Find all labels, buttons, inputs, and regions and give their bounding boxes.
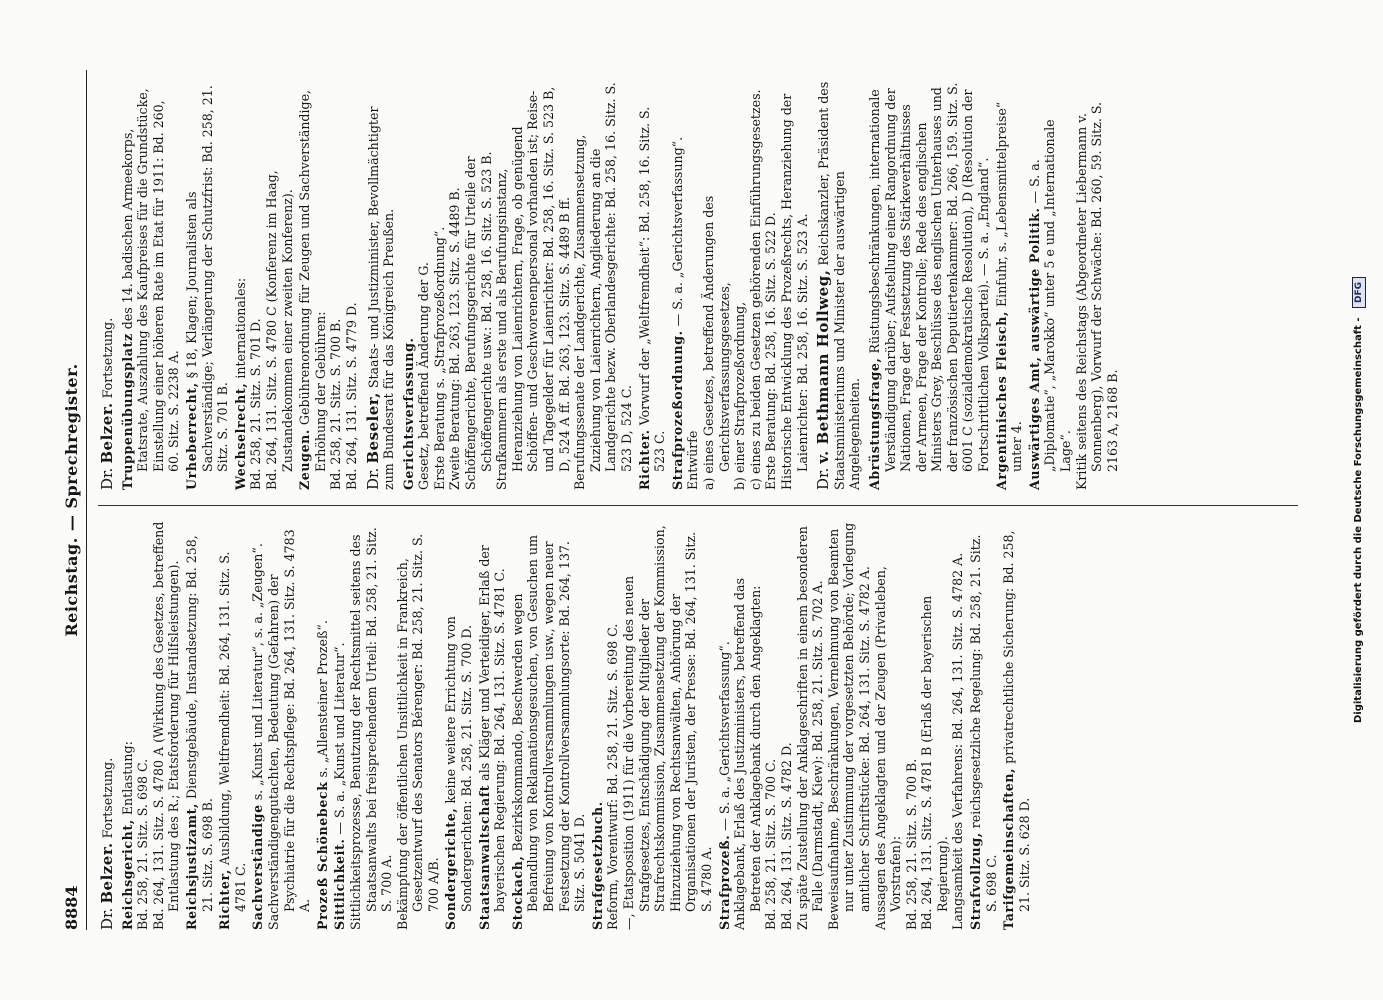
speaker-heading-belzer [100, 520, 116, 930]
entry-reference: Bd. 258, 21. Sitz. S. 700 C. [763, 758, 779, 930]
speaker-name: v. Bethmann Hollweg, [814, 269, 833, 464]
entry-text: Einfuhr, s. „Lebensmittelpreise“ unter 4. [993, 101, 1025, 472]
entry-keyword: Sondergerichte, [443, 807, 459, 930]
entry-reference: Bd. 258, 21. Sitz. S. 701 D. [248, 318, 264, 490]
speaker-note: Reichskanzler, Präsident des Staatsministeriums und Minister der auswärtigen Angelegenheiten. [816, 81, 863, 490]
entry-reference: Aussagen des Angeklagten und der Zeugen (Privatleben, Vorstrafen): [872, 566, 904, 930]
speaker-title: Dr. [814, 467, 833, 490]
entry-keyword: Argentinisches Fleisch, [993, 311, 1009, 490]
entry-keyword: Stockach, [509, 855, 525, 930]
dfg-logo: DFG [1352, 277, 1366, 308]
entry-reference: Entwürfe [685, 430, 701, 490]
entry-reference: Strafkammern als erste und als Berufungsinstanz, Heranziehung von Laienrichtern, Frage, ob genügend Schöffen- und Geschworenenpersonal vorhanden ist; Reise- und Tagegelder für Laienrichter: Bd. 258, 16. Sitz. S. 523 B, D, 524 A ff. Bd. 263, 123. Sitz. S. 4489 B ff. [494, 86, 572, 490]
register-entry [637, 80, 668, 490]
entry-reference: Bekämpfung der öffentlichen Unsittlichkeit in Frankreich, Gesetzentwurf des Senators Bérenger: Bd. 258, 21. Sitz. S. 700 A/B. [394, 533, 441, 930]
entry-list [867, 80, 1121, 490]
entry-text: Ausbildung, Weltfremdheit: Bd. 264, 131. Sitz. S. 4781 C. [217, 551, 248, 912]
entry-list [401, 80, 810, 490]
register-entry [315, 520, 331, 930]
entry-reference: Beweisaufnahme, Beschränkungen, Vernehmung von Beamten nur unter Zustimmung der vorgesetzten Behörde; Vorlegung amtlicher Schriftstücke: Bd. 264, 131. Sitz. S. 4782 A. [825, 522, 872, 930]
entry-keyword: Richter. [636, 429, 652, 490]
entry-keyword: Auswärtiges Amt, auswärtige Politik. [1026, 207, 1042, 490]
entry-keyword: Prozeß Schönebeck [314, 781, 330, 930]
register-entry [510, 520, 588, 930]
entry-reference: Erste Beratung: Bd. 258, 16. Sitz. S. 522 D. [763, 212, 779, 490]
entry-text: Bezirkskommando, Beschwerden wegen Behandlung von Reklamationsgesuchen, von Gesuchen um Befreiung von Kontrollversammlungen usw., wegen neuer Festsetzung der Kontrollversammlungsorte: Bd. 264, 137. Sitz. S. 5041 D. [509, 535, 588, 912]
entry-reference: Sachverständigengutachten, Bedeutung (Gefahren) der Psychiatrie für die Rechtspflege: Bd. 264, 131. Sitz. S. 4783 A. [265, 529, 313, 930]
entry-reference: b) einer Strafprozeßordnung, [732, 301, 748, 490]
speaker-title: Dr. [98, 907, 116, 930]
entry-reference: c) eines zu beiden Gesetzen gehörenden Einführungsgesetzes. [747, 89, 763, 490]
register-entry [994, 80, 1025, 490]
entry-keyword: Strafprozeß. [716, 834, 732, 930]
entry-text: — S. a. „Diplomatie“, „Marokko“ unter 5 e und „Internationale Lage“. [1026, 119, 1074, 472]
speaker-note: Staats- und Justizminister, Bevollmächtigter zum Bundesrat für das Königreich Preußen. [365, 106, 397, 490]
speaker-heading-beseler [363, 80, 397, 490]
register-entry [717, 520, 967, 930]
speaker-name: Belzer. [98, 842, 116, 904]
entry-keyword: Strafgesetzbuch. [589, 801, 605, 930]
entry-text: Rüstungsbeschränkungen, internationale Verständigung darüber; Aufstellung einer Rangordnung der Nationen, Frage der Festsetzung des Stärkeverhältnisses der Armeen, Frage der Kontrolle; Rede des englischen Ministers Grey, Beschlüsse des englischen Unterhauses und der französischen Deputiertenkammer: Bd. 266, 159. Sitz. S. 6001 C (sozialdemokratische Resolution), D (Resolution der Fortschrittlichen Volkspartei). — S. a. „England“. [866, 82, 992, 472]
entry-reference: Bd. 258, 21. Sitz. S. 698 C. [135, 758, 151, 930]
entry-reference: Zu späte Zustellung der Anklageschriften in einem besonderen Falle (Darmstadt, Kiew): Bd. 258, 21. Sitz. S. 702 A. [794, 526, 826, 930]
entry-keyword: Strafvollzug, [968, 832, 984, 930]
column-divider [98, 505, 1298, 506]
entry-reference: Anklagebank, Erlaß des Justizministers, betreffend das Betreten der Anklagebank durch den Angeklagten: [732, 578, 763, 930]
entry-reference: Berufungssenate der Landgerichte, Zusammensetzung, Zuziehung von Laienrichtern, Angliederung an die Landgerichte bezw. Oberlandesgerichte: Bd. 258, 16. Sitz. S. 523 D, 524 C. [572, 82, 634, 490]
entry-keyword: Urheberrecht, [183, 382, 199, 490]
register-entry [443, 520, 474, 930]
register-entry [968, 520, 999, 930]
entry-text: Gebührenordnung für Zeugen und Sachverständige, Erhöhung der Gebühren: [297, 89, 328, 472]
register-entry [867, 80, 992, 490]
speaker-note: Fortsetzung. [100, 317, 115, 399]
entry-list [120, 520, 1033, 930]
register-entry [1027, 80, 1121, 490]
entry-text: keine weitere Errichtung von Sondergerichten: Bd. 258, 21. Sitz. S. 700 D. [443, 616, 475, 912]
entry-text: Entlastung: [119, 741, 135, 816]
entry-reference: Bd. 264, 131. Sitz. S. 4781 B (Erlaß der bayerischen Regierung). [919, 595, 950, 930]
entry-reference: Bd. 264, 131. Sitz. S. 4782 D. [778, 742, 794, 930]
entry-reference: Bd. 264, 131. Sitz. S. 4780 C (Konferenz im Haag, Zustandekommen einer zweiten Konferenz). [263, 170, 295, 490]
entry-reference: —, Etatsposition (1911) für die Vorbereitung des neuen Strafgesetzes, Entschädigung der Mitglieder der Strafrechtskommission, Zusammensetzung der Kommission, Hinzuziehung von Rechtsanwälten, Anhörung der Organisationen der Juristen, der Presse: Bd. 264, 131. Sitz. S. 4780 A. [621, 525, 714, 930]
entry-keyword: Staatsanwaltschaft [476, 784, 492, 930]
entry-keyword: Richter, [217, 869, 233, 930]
register-entry [401, 80, 635, 490]
entry-text: als Kläger und Verteidiger, Erlaß der bayerischen Regierung: Bd. 264, 131. Sitz. S. 4781 C. [476, 545, 508, 912]
speaker-name: Beseler, [363, 392, 382, 464]
left-column [100, 520, 1034, 930]
entry-keyword: Gerichtsverfassung. [400, 337, 416, 490]
register-entry [250, 520, 312, 930]
entry-reference: Kritik seitens des Reichstags (Abgeordneter Liebermann v. Sonnenberg), Vorwurf der Schwäche: Bd. 260, 59. Sitz. S. 2163 A, 2168 B. [1073, 101, 1120, 490]
register-entry [332, 520, 441, 930]
speaker-note: Fortsetzung. [100, 757, 115, 839]
register-page [60, 70, 1320, 930]
entry-reference: Gesetz, betreffend Änderung der G. [416, 262, 432, 490]
entry-reference: a) eines Gesetzes, betreffend Änderungen des Gerichtsverfassungsgesetzes, [700, 195, 732, 490]
entry-reference: Historische Entwicklung des Prozeßrechts, Heranziehung der Laienrichter: Bd. 258, 16. Sitz. S. 523 A. [778, 93, 810, 490]
entry-reference: Zweite Beratung: Bd. 263, 123. Sitz. S. 4489 B. [447, 187, 463, 490]
entry-text: — S. a. „Kunst und Literatur“. [332, 642, 348, 835]
digitization-note [1352, 0, 1366, 1000]
entry-reference: Bd. 264, 131. Sitz. S. 4779 D. [343, 302, 359, 490]
register-entry [120, 80, 182, 490]
right-column [100, 80, 1122, 490]
entry-text: reichsgesetzliche Regelung: Bd. 258, 21. Sitz. S. 698 C. [968, 534, 999, 912]
entry-reference: Erste Beratung s. „Strafprozeßordnung“. [431, 226, 447, 490]
speaker-heading-bethmann [816, 80, 863, 490]
digitization-text: Digitalisierung gefördert durch die Deutsche Forschungsgemeinschaft - [1353, 317, 1364, 724]
register-entry [590, 520, 715, 930]
entry-keyword: Reichsjustizamt, [183, 802, 199, 930]
entry-reference: Sittlichkeitsprozesse, Benutzung der Rechtsmittel seitens des Staatsanwalts bei freisprechendem Urteil: Bd. 258, 21. Sitz. S. 700 A. [347, 527, 395, 930]
entry-text: — S. a. „Gerichtsverfassung“. [669, 136, 685, 327]
entry-keyword: Truppenübungsplatz [119, 333, 135, 490]
entry-keyword: Reichsgericht, [119, 819, 135, 930]
entry-reference: Langsamkeit des Verfahrens: Bd. 264, 131. Sitz. S. 4782 A. [950, 552, 966, 930]
entry-list [120, 80, 360, 490]
entry-keyword: Sachverständige [250, 804, 266, 930]
entry-text: s. „Kunst und Literatur“, s. a. „Zeugen“. [250, 543, 266, 801]
entry-text: internationales: [232, 277, 248, 379]
register-entry [217, 520, 248, 930]
entry-reference: Reform, Vorentwurf: Bd. 258, 21. Sitz. S. 698 C. [605, 623, 621, 930]
entry-keyword: Wechselrecht, [232, 382, 248, 490]
speaker-name: Belzer. [98, 402, 116, 464]
entry-keyword: Sittlichkeit. [332, 838, 348, 930]
register-entry [477, 520, 508, 930]
entry-keyword: Strafprozeßordnung. [669, 330, 685, 490]
entry-keyword: Zeugen. [297, 429, 313, 490]
page-number: 8884 [62, 885, 81, 930]
speaker-title: Dr. [98, 467, 116, 490]
entry-keyword: Abrüstungsfrage, [866, 357, 882, 490]
speaker-title: Dr. [363, 467, 382, 490]
entry-reference: Bd. 258, 21. Sitz. S. 700 B. [903, 758, 919, 930]
entry-text: Vorwurf der „Weltfremdheit“: Bd. 258, 16. Sitz. S. 523 C. [636, 106, 668, 472]
register-entry [1001, 520, 1032, 930]
register-entry [233, 80, 295, 490]
entry-text: Dienstgebäude, Instandsetzung: Bd. 258, 21. Sitz. S. 698 B. [183, 535, 215, 912]
entry-keyword: Tarifgemeinschaften, [1001, 767, 1017, 930]
register-entry [297, 80, 359, 490]
entry-text: — S. a. „Gerichtsverfassung“. [716, 641, 732, 831]
entry-text: § 18, Klagen; Journalisten als Sachverständige; Verlängerung der Schutzfrist: Bd. 258, 21. Sitz. S. 701 B. [183, 85, 231, 472]
entry-text: s. „Allensteiner Prozeß“. [314, 620, 330, 778]
page-title: Reichstag. — Sprechregister. [62, 363, 81, 637]
entry-text: des 14. badischen Armeekorps, Etatsrate, Auszahlung des Kaufpreises für die Grundstücke, Einstellung einer höheren Rate im Etat für 1911: Bd. 260, 60. Sitz. S. 2238 A. [119, 88, 182, 472]
entry-text: privatrechtliche Sicherung: Bd. 258, 21. Sitz. S. 628 D. [1001, 530, 1032, 912]
register-entry [184, 80, 231, 490]
entry-reference: Schöffengerichte, Berufungsgerichte für Urteile der Schöffengerichte usw.: Bd. 258, 16. Sitz. S. 523 B. [463, 151, 494, 490]
entry-reference: Bd. 264, 131. Sitz. S. 4780 A (Wirkung des Gesetzes, betreffend Entlastung des R.; Etatsforderung für Hilfsleistungen). [150, 521, 182, 930]
entry-reference: Bd. 258, 21. Sitz. S. 700 B. [328, 318, 344, 490]
register-entry [670, 80, 810, 490]
speaker-heading-belzer [100, 80, 116, 490]
register-entry [184, 520, 215, 930]
register-entry [120, 520, 182, 930]
page-header [60, 70, 87, 930]
